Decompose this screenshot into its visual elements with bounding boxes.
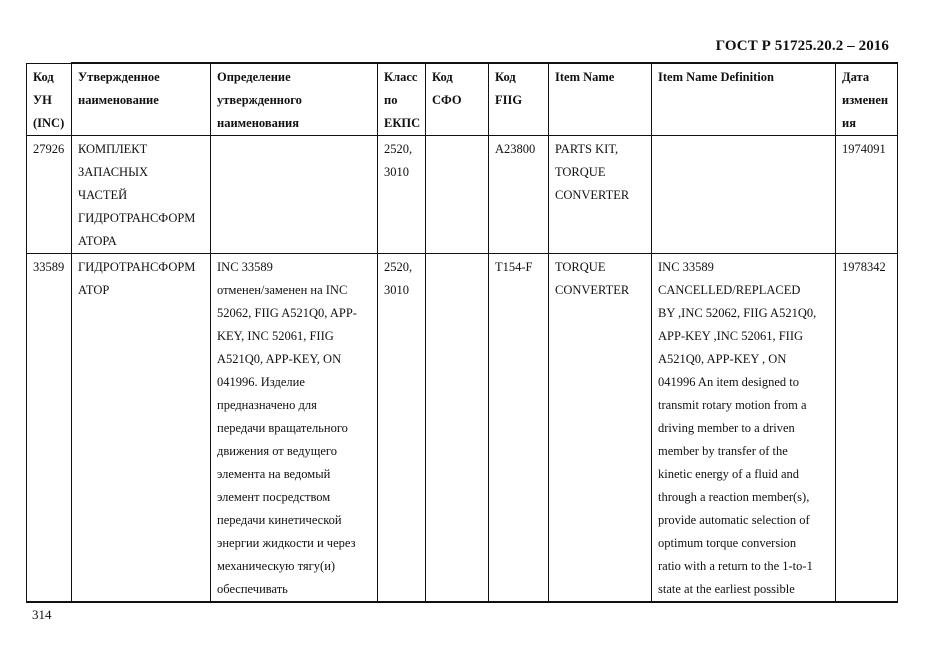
header-fiig: Код FIIG bbox=[489, 63, 549, 136]
table-row bbox=[27, 136, 898, 254]
cell-item-name: TORQUE CONVERTER bbox=[549, 254, 652, 603]
header-inc: Код УН (INC) bbox=[27, 63, 72, 136]
cell-item-name-definition bbox=[652, 136, 836, 254]
header-item-name-definition: Item Name Definition bbox=[652, 63, 836, 136]
page-number: 314 bbox=[32, 607, 52, 622]
cell-inc: 33589 bbox=[27, 254, 72, 603]
cell-fiig: T154-F bbox=[489, 254, 549, 603]
cell-class: 2520, 3010 bbox=[378, 136, 426, 254]
cell-fiig: A23800 bbox=[489, 136, 549, 254]
header-approved-name: Утвержденное наименование bbox=[72, 63, 211, 136]
header-class: Класс по ЕКПС bbox=[378, 63, 426, 136]
cell-item-name-definition: INC 33589 CANCELLED/REPLACED BY ,INC 52062, FIIG A521Q0, APP-KEY ,INC 52061, FIIG A521Q0, APP-KEY , ON 041996 An item designed to transmit rotary motion from a driving member to a driven member by transfer of the kinetic energy of a fluid and through a reaction member(s), provide automatic selection of optimum torque conversion ratio with a return to the 1-to-1 state at the earliest possible bbox=[652, 254, 836, 603]
table-row bbox=[27, 254, 898, 603]
cell-approved-name: КОМПЛЕКТ ЗАПАСНЫХ ЧАСТЕЙ ГИДРОТРАНСФОРМ АТОРА bbox=[72, 136, 211, 254]
cell-date: 1978342 bbox=[836, 254, 898, 603]
cell-sfo bbox=[426, 136, 489, 254]
classification-table bbox=[26, 62, 898, 603]
table-header-row bbox=[27, 63, 898, 136]
header-sfo: Код СФО bbox=[426, 63, 489, 136]
header-date: Дата изменен ия bbox=[836, 63, 898, 136]
header-definition: Определение утвержденного наименования bbox=[211, 63, 378, 136]
cell-class: 2520, 3010 bbox=[378, 254, 426, 603]
cell-date: 1974091 bbox=[836, 136, 898, 254]
cell-inc: 27926 bbox=[27, 136, 72, 254]
cell-item-name: PARTS KIT, TORQUE CONVERTER bbox=[549, 136, 652, 254]
cell-sfo bbox=[426, 254, 489, 603]
document-standard-title: ГОСТ Р 51725.20.2 – 2016 bbox=[715, 38, 889, 54]
cell-definition: INC 33589 отменен/заменен на INC 52062, FIIG A521Q0, APP- KEY, INC 52061, FIIG A521Q0, APP-KEY, ON 041996. Изделие предназначено для передачи вращательного движения от ведущего элемента на ведомый элемент посредством передачи кинетической энергии жидкости и через механическую тягу(и) обеспечивать bbox=[211, 254, 378, 603]
header-item-name: Item Name bbox=[549, 63, 652, 136]
cell-approved-name: ГИДРОТРАНСФОРМ АТОР bbox=[72, 254, 211, 603]
cell-definition bbox=[211, 136, 378, 254]
